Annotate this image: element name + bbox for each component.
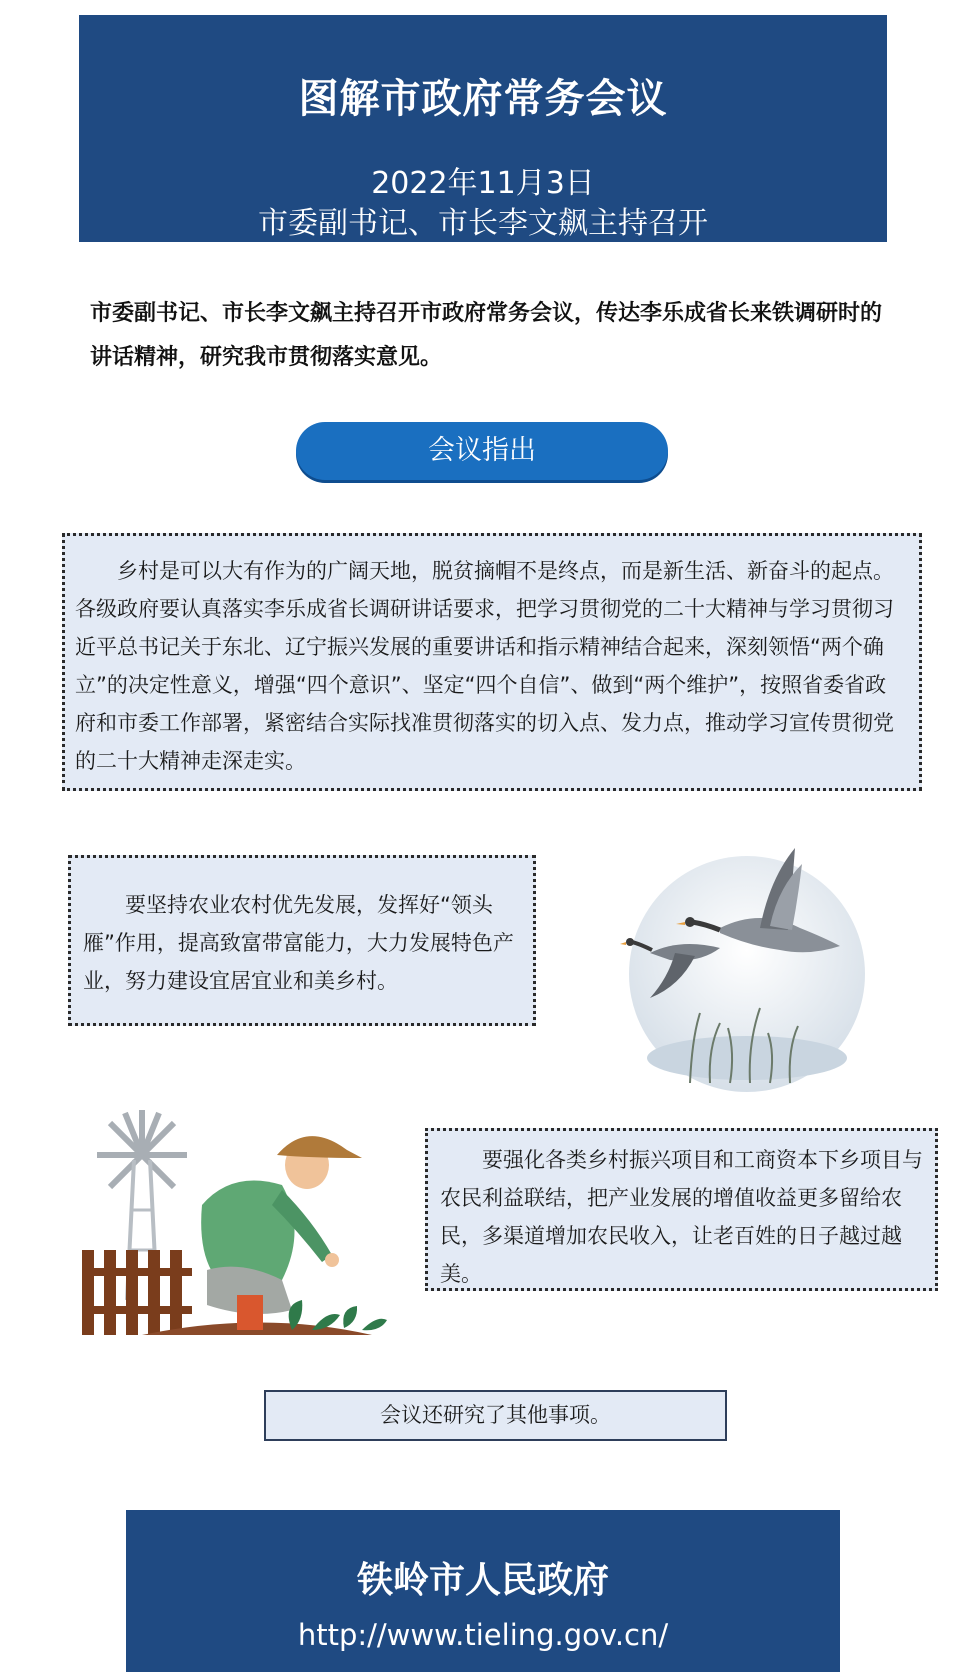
section-pill-meeting-points: 会议指出 [296, 422, 668, 480]
content-box-1 [62, 533, 922, 791]
paragraph-rural-revitalization: 乡村是可以大有作为的广阔天地，脱贫摘帽不是终点，而是新生活、新奋斗的起点。各级政府要认真落实李乐成省长调研讲话要求，把学习贯彻党的二十大精神与学习贯彻习近平总书记关于东北、辽宁振兴发展的重要讲话和指示精神结合起来，深刻领悟“两个确立”的决定性意义，增强“四个意识”、坚定“四个自信”、做到“两个维护”，按照省委省政府和市委工作部署，紧密结合实际找准贯彻落实的切入点、发力点，推动学习宣传贯彻党的二十大精神走深走实。 [75, 559, 894, 773]
header-banner [79, 15, 887, 242]
content-box-2 [68, 855, 536, 1026]
farmer-illustration [82, 1110, 402, 1340]
paragraph-farmer-income: 要强化各类乡村振兴项目和工商资本下乡项目与农民利益联结，把产业发展的增值收益更多留给农民，多渠道增加农民收入，让老百姓的日子越过越美。 [440, 1148, 923, 1286]
meeting-date: 2022年11月3日 [371, 166, 595, 201]
geese-illustration [620, 838, 874, 1094]
fence-icon [82, 1250, 192, 1335]
footer-org-name: 铁岭市人民政府 [356, 1560, 609, 1601]
footer-website-link[interactable]: http://www.tieling.gov.cn/ [297, 1618, 669, 1652]
footer-banner [126, 1510, 840, 1672]
paragraph-agriculture-priority: 要坚持农业农村优先发展，发挥好“领头雁”作用，提高致富带富能力，大力发展特色产业，努力建设宜居宜业和美乡村。 [83, 893, 514, 993]
note-box: 会议还研究了其他事项。 [264, 1390, 727, 1441]
meeting-host: 市委副书记、市长李文飙主持召开 [258, 206, 708, 241]
intro-text: 市委副书记、市长李文飙主持召开市政府常务会议，传达李乐成省长来铁调研时的讲话精神，研究我市贯彻落实意见。 [90, 301, 883, 370]
content-box-3 [425, 1128, 938, 1291]
page-title: 图解市政府常务会议 [298, 76, 668, 122]
farmer-figure-icon [201, 1136, 362, 1330]
